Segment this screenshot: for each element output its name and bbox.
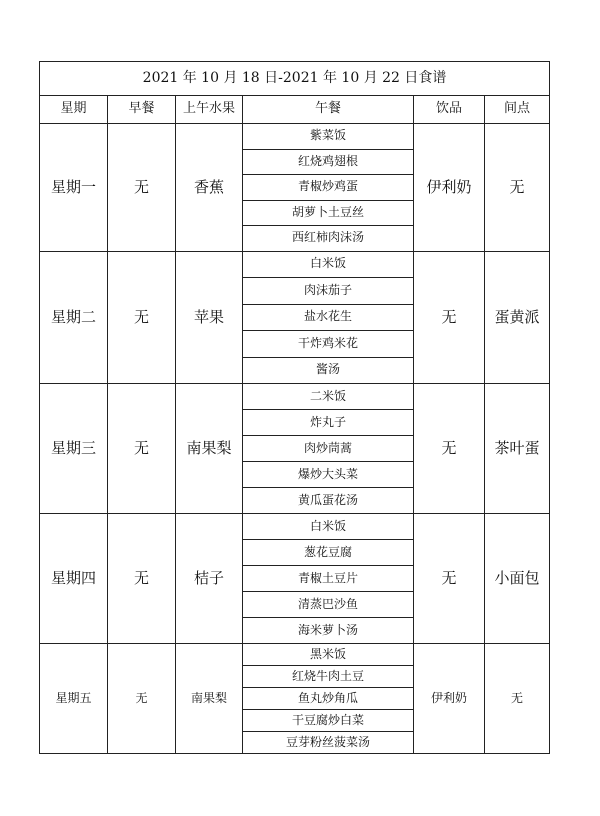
day-row [40,514,550,540]
header-drink: 饮品 [414,96,485,124]
day-row [40,251,550,278]
lunch-dish: 白米饭 [243,251,414,278]
header-day: 星期 [40,96,108,124]
lunch-dish: 酱汤 [243,357,414,384]
breakfast-cell: 无 [108,644,176,754]
lunch-dish: 西红柿肉沫汤 [243,226,414,252]
menu-title: 2021 年 10 月 18 日-2021 年 10 月 22 日食谱 [40,62,550,96]
fruit-cell: 南果梨 [176,644,243,754]
lunch-dish: 青椒土豆片 [243,566,414,592]
header-row [40,96,550,124]
header-snack: 间点 [485,96,550,124]
fruit-cell: 南果梨 [176,384,243,514]
snack-cell: 无 [485,124,550,252]
lunch-dish: 干豆腐炒白菜 [243,710,414,732]
fruit-cell: 香蕉 [176,124,243,252]
lunch-dish: 黑米饭 [243,644,414,666]
drink-cell: 无 [414,384,485,514]
snack-cell: 蛋黄派 [485,251,550,384]
lunch-dish: 肉沫茄子 [243,278,414,305]
lunch-dish: 白米饭 [243,514,414,540]
lunch-dish: 豆芽粉丝菠菜汤 [243,732,414,754]
day-row [40,124,550,150]
lunch-dish: 黄瓜蛋花汤 [243,488,414,514]
snack-cell: 茶叶蛋 [485,384,550,514]
day-cell: 星期五 [40,644,108,754]
header-fruit: 上午水果 [176,96,243,124]
drink-cell: 无 [414,251,485,384]
snack-cell: 无 [485,644,550,754]
lunch-dish: 鱼丸炒角瓜 [243,688,414,710]
drink-cell: 伊利奶 [414,644,485,754]
drink-cell: 伊利奶 [414,124,485,252]
lunch-dish: 二米饭 [243,384,414,410]
fruit-cell: 桔子 [176,514,243,644]
day-cell: 星期四 [40,514,108,644]
breakfast-cell: 无 [108,251,176,384]
breakfast-cell: 无 [108,124,176,252]
lunch-dish: 葱花豆腐 [243,540,414,566]
day-cell: 星期一 [40,124,108,252]
drink-cell: 无 [414,514,485,644]
snack-cell: 小面包 [485,514,550,644]
lunch-dish: 红烧牛肉土豆 [243,666,414,688]
lunch-dish: 紫菜饭 [243,124,414,150]
lunch-dish: 海米萝卜汤 [243,618,414,644]
lunch-dish: 胡萝卜土豆丝 [243,200,414,226]
header-breakfast: 早餐 [108,96,176,124]
fruit-cell: 苹果 [176,251,243,384]
lunch-dish: 盐水花生 [243,304,414,331]
lunch-dish: 炸丸子 [243,410,414,436]
menu-table [39,61,550,754]
lunch-dish: 爆炒大头菜 [243,462,414,488]
lunch-dish: 干炸鸡米花 [243,331,414,358]
day-row [40,644,550,666]
lunch-dish: 青椒炒鸡蛋 [243,175,414,201]
day-cell: 星期三 [40,384,108,514]
breakfast-cell: 无 [108,514,176,644]
day-row [40,384,550,410]
lunch-dish: 肉炒茼蒿 [243,436,414,462]
day-cell: 星期二 [40,251,108,384]
lunch-dish: 清蒸巴沙鱼 [243,592,414,618]
breakfast-cell: 无 [108,384,176,514]
header-lunch: 午餐 [243,96,414,124]
lunch-dish: 红烧鸡翅根 [243,149,414,175]
